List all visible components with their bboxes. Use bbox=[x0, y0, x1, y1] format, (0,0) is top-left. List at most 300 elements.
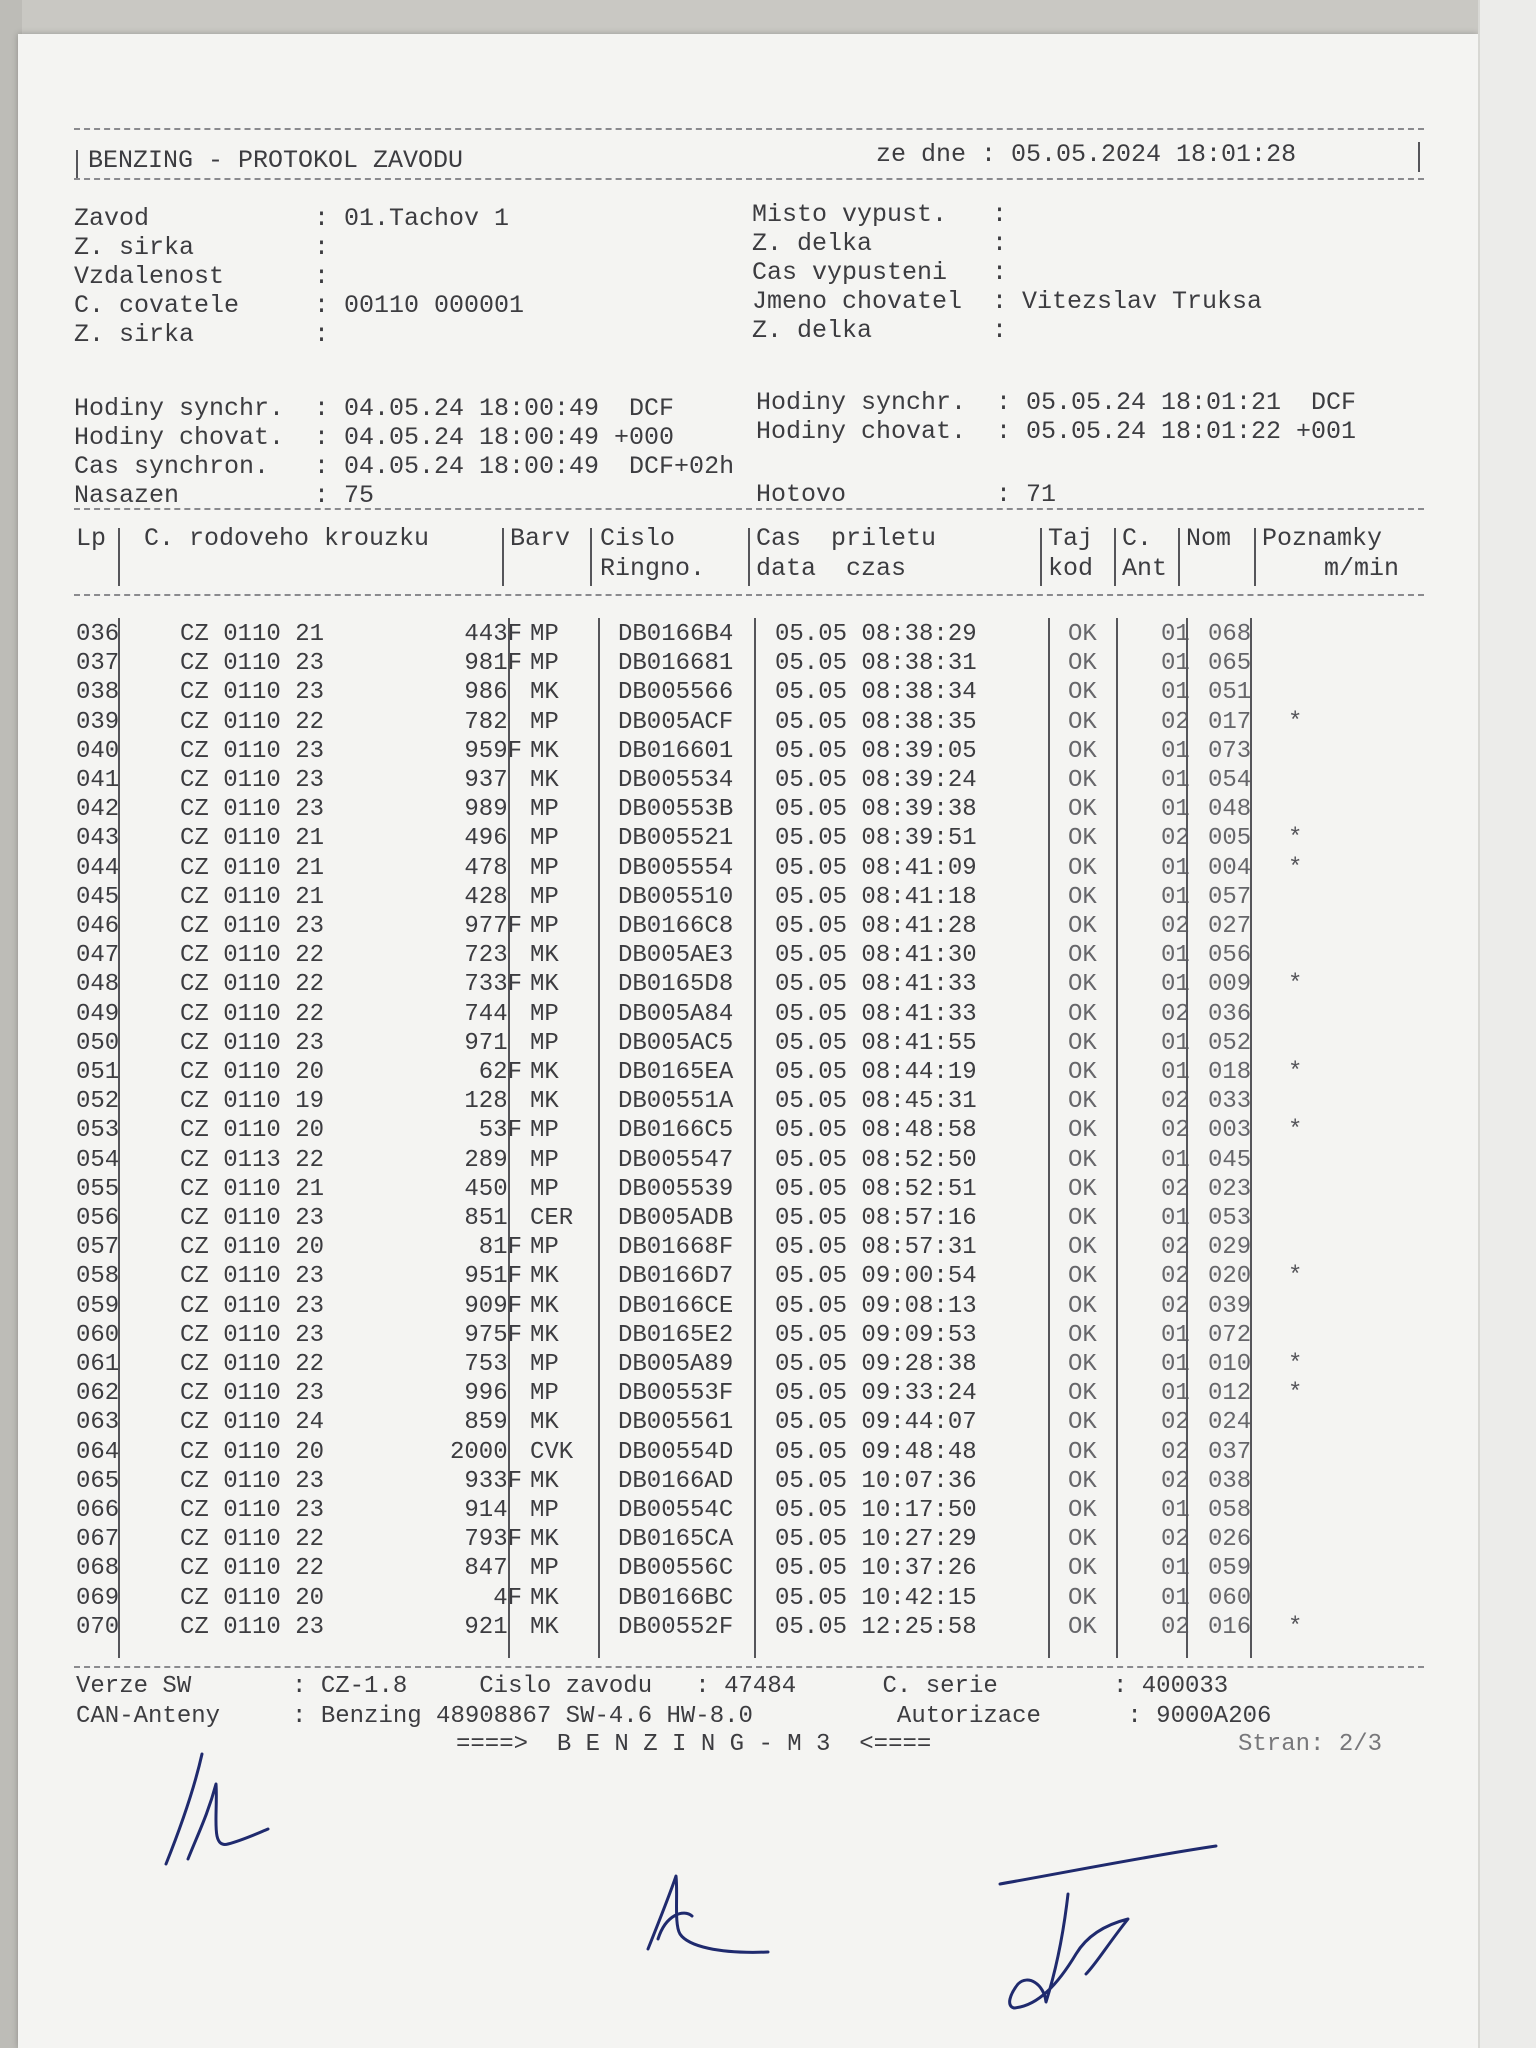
table-row bbox=[18, 912, 1418, 941]
row-status: OK bbox=[1068, 650, 1097, 678]
row-ring-id: DB0165D8 bbox=[618, 971, 734, 999]
row-color: MK bbox=[530, 1584, 559, 1612]
row-ring-prefix: CZ 0110 20 bbox=[180, 1117, 325, 1145]
row-ring-number: 951F bbox=[464, 1263, 522, 1291]
table-row bbox=[18, 1175, 1418, 1204]
row-ring-id: DB00553B bbox=[618, 796, 734, 824]
col-cislo: Cislo bbox=[600, 524, 676, 553]
row-nom: 068 bbox=[1208, 621, 1252, 648]
col-ringno: Ringno. bbox=[600, 554, 706, 583]
row-color: MP bbox=[530, 1029, 559, 1057]
table-row bbox=[18, 1613, 1418, 1642]
row-ring-prefix: CZ 0110 23 bbox=[180, 650, 325, 678]
row-color: MK bbox=[530, 679, 559, 707]
row-status: OK bbox=[1068, 1205, 1097, 1232]
field-label: Cas vypusteni bbox=[752, 258, 948, 287]
row-lp: 051 bbox=[76, 1059, 120, 1086]
row-ring-prefix: CZ 0110 21 bbox=[180, 1175, 325, 1203]
row-antenna: 02 bbox=[1161, 1117, 1190, 1145]
row-ring-prefix: CZ 0110 23 bbox=[180, 1292, 325, 1320]
field-label: C. covatele bbox=[74, 291, 240, 320]
row-lp: 045 bbox=[76, 883, 120, 911]
row-lp: 044 bbox=[76, 854, 120, 882]
field-value: : bbox=[992, 258, 1008, 287]
row-ring-prefix: CZ 0110 23 bbox=[180, 767, 325, 794]
row-lp: 047 bbox=[76, 942, 120, 970]
row-color: MP bbox=[530, 650, 559, 678]
row-nom: 052 bbox=[1208, 1029, 1252, 1057]
row-lp: 046 bbox=[76, 913, 120, 940]
col-separator bbox=[748, 528, 750, 586]
row-antenna: 01 bbox=[1161, 650, 1190, 678]
row-lp: 038 bbox=[76, 679, 120, 707]
row-ring-id: DB0166B4 bbox=[618, 621, 734, 648]
field-value: : 04.05.24 18:00:49 DCF+02h bbox=[314, 452, 735, 481]
row-ring-prefix: CZ 0110 24 bbox=[180, 1409, 325, 1437]
row-ring-id: DB016681 bbox=[618, 650, 734, 678]
row-ring-number: 2000 bbox=[449, 1438, 522, 1466]
row-ring-number: 986 bbox=[464, 679, 522, 707]
field-label: Hodiny synchr. bbox=[756, 388, 967, 417]
row-arrival-time: 05.05 08:38:31 bbox=[775, 650, 977, 678]
row-color: MP bbox=[530, 1234, 559, 1262]
table-row bbox=[18, 1058, 1418, 1087]
row-nom: 053 bbox=[1208, 1205, 1252, 1232]
header-right-bar bbox=[1418, 142, 1420, 172]
row-ring-id: DB0166AD bbox=[618, 1467, 734, 1495]
field-value: : 01.Tachov 1 bbox=[314, 204, 510, 233]
row-ring-id: DB005510 bbox=[618, 883, 734, 911]
col-separator bbox=[1250, 618, 1252, 1658]
row-lp: 058 bbox=[76, 1263, 120, 1291]
row-lp: 040 bbox=[76, 737, 120, 765]
signature-1 bbox=[138, 1734, 278, 1884]
row-color: MK bbox=[530, 1613, 559, 1641]
row-lp: 049 bbox=[76, 1000, 120, 1028]
field-label: Z. sirka bbox=[74, 233, 195, 262]
col-pozn: Poznamky bbox=[1262, 524, 1383, 553]
row-nom: 026 bbox=[1208, 1526, 1252, 1554]
table-row bbox=[18, 795, 1418, 824]
row-color: MP bbox=[530, 1555, 559, 1583]
row-ring-id: DB0165CA bbox=[618, 1526, 734, 1554]
row-ring-prefix: CZ 0110 23 bbox=[180, 1497, 325, 1524]
row-lp: 069 bbox=[76, 1584, 120, 1612]
field-value: : Vitezslav Truksa bbox=[992, 287, 1263, 316]
page-number: Stran: 2/3 bbox=[1238, 1731, 1383, 1758]
table-row bbox=[18, 1496, 1418, 1525]
row-ring-id: DB0165EA bbox=[618, 1059, 734, 1086]
col-separator bbox=[1048, 618, 1050, 1658]
row-lp: 039 bbox=[76, 708, 120, 736]
table-row bbox=[18, 1467, 1418, 1496]
row-note: * bbox=[1288, 971, 1303, 999]
row-ring-prefix: CZ 0110 23 bbox=[180, 1613, 325, 1641]
row-ring-id: DB016601 bbox=[618, 737, 734, 765]
row-nom: 060 bbox=[1208, 1584, 1252, 1612]
row-lp: 060 bbox=[76, 1321, 120, 1349]
row-arrival-time: 05.05 08:41:18 bbox=[775, 883, 977, 911]
field-value: : 04.05.24 18:00:49 +000 bbox=[314, 423, 675, 452]
row-lp: 067 bbox=[76, 1526, 120, 1554]
row-note: * bbox=[1288, 708, 1303, 736]
row-ring-number: 478 bbox=[464, 854, 522, 882]
row-color: CVK bbox=[530, 1438, 574, 1466]
row-lp: 062 bbox=[76, 1380, 120, 1408]
table-row bbox=[18, 678, 1418, 707]
row-status: OK bbox=[1068, 1555, 1097, 1583]
row-nom: 038 bbox=[1208, 1467, 1252, 1495]
field-value: : 05.05.24 18:01:22 +001 bbox=[996, 417, 1357, 446]
table-row bbox=[18, 1438, 1418, 1467]
col-separator bbox=[754, 618, 756, 1658]
row-nom: 057 bbox=[1208, 883, 1252, 911]
col-separator bbox=[590, 528, 592, 586]
field-value: : bbox=[314, 262, 330, 291]
row-ring-prefix: CZ 0110 23 bbox=[180, 913, 325, 940]
row-color: MP bbox=[530, 1146, 559, 1174]
row-antenna: 02 bbox=[1161, 1467, 1190, 1495]
row-status: OK bbox=[1068, 1351, 1097, 1378]
row-ring-id: DB005A89 bbox=[618, 1351, 734, 1378]
row-status: OK bbox=[1068, 708, 1097, 736]
row-ring-id: DB00554D bbox=[618, 1438, 734, 1466]
row-nom: 065 bbox=[1208, 650, 1252, 678]
row-ring-prefix: CZ 0110 20 bbox=[180, 1584, 325, 1612]
row-color: MP bbox=[530, 621, 559, 648]
row-color: MP bbox=[530, 1175, 559, 1203]
field-label: Vzdalenost bbox=[74, 262, 225, 291]
col-ring: C. rodoveho krouzku bbox=[144, 524, 430, 553]
row-ring-prefix: CZ 0110 23 bbox=[180, 737, 325, 765]
row-lp: 037 bbox=[76, 650, 120, 678]
row-color: MP bbox=[530, 1117, 559, 1145]
row-ring-number: 793F bbox=[464, 1526, 522, 1554]
table-row bbox=[18, 620, 1418, 649]
row-color: MP bbox=[530, 1000, 559, 1028]
row-arrival-time: 05.05 08:41:30 bbox=[775, 942, 977, 970]
row-status: OK bbox=[1068, 1380, 1097, 1408]
row-antenna: 02 bbox=[1161, 708, 1190, 736]
table-row bbox=[18, 1350, 1418, 1379]
table-row bbox=[18, 1029, 1418, 1058]
field-value: : bbox=[314, 233, 330, 262]
row-status: OK bbox=[1068, 1263, 1097, 1291]
row-ring-id: DB0166BC bbox=[618, 1584, 734, 1612]
col-separator bbox=[118, 528, 120, 586]
row-ring-number: 723 bbox=[464, 942, 522, 970]
col-separator bbox=[1186, 618, 1188, 1658]
row-nom: 036 bbox=[1208, 1000, 1252, 1028]
row-ring-id: DB005561 bbox=[618, 1409, 734, 1437]
row-lp: 065 bbox=[76, 1467, 120, 1495]
row-ring-number: 921 bbox=[464, 1613, 522, 1641]
row-color: MK bbox=[530, 737, 559, 765]
row-nom: 004 bbox=[1208, 854, 1252, 882]
row-ring-prefix: CZ 0110 21 bbox=[180, 854, 325, 882]
row-arrival-time: 05.05 08:52:50 bbox=[775, 1146, 977, 1174]
row-nom: 016 bbox=[1208, 1613, 1252, 1641]
row-note: * bbox=[1288, 1351, 1303, 1378]
col-ant: Ant bbox=[1122, 554, 1168, 583]
row-antenna: 02 bbox=[1161, 1175, 1190, 1203]
row-antenna: 02 bbox=[1161, 1526, 1190, 1554]
row-antenna: 01 bbox=[1161, 1497, 1190, 1524]
row-nom: 056 bbox=[1208, 942, 1252, 970]
row-antenna: 01 bbox=[1161, 971, 1190, 999]
row-ring-prefix: CZ 0110 23 bbox=[180, 1467, 325, 1495]
row-status: OK bbox=[1068, 913, 1097, 940]
dashed-rule bbox=[74, 1666, 1424, 1668]
row-ring-number: 977F bbox=[464, 913, 522, 940]
table-row bbox=[18, 1116, 1418, 1145]
row-status: OK bbox=[1068, 1438, 1097, 1466]
row-ring-id: DB005A84 bbox=[618, 1000, 734, 1028]
row-lp: 063 bbox=[76, 1409, 120, 1437]
row-arrival-time: 05.05 09:00:54 bbox=[775, 1263, 977, 1291]
row-status: OK bbox=[1068, 942, 1097, 970]
row-ring-id: DB0166CE bbox=[618, 1292, 734, 1320]
row-ring-number: 989 bbox=[464, 796, 522, 824]
footer-version-line: Verze SW : CZ-1.8 Cislo zavodu : 47484 C. serie : 400033 bbox=[76, 1673, 1229, 1700]
row-arrival-time: 05.05 10:27:29 bbox=[775, 1526, 977, 1554]
row-color: MK bbox=[530, 1409, 559, 1437]
row-status: OK bbox=[1068, 1321, 1097, 1349]
row-arrival-time: 05.05 08:41:55 bbox=[775, 1029, 977, 1057]
row-color: MK bbox=[530, 1321, 559, 1349]
row-lp: 048 bbox=[76, 971, 120, 999]
row-color: MP bbox=[530, 708, 559, 736]
row-lp: 064 bbox=[76, 1438, 120, 1466]
row-ring-id: DB01668F bbox=[618, 1234, 734, 1262]
row-antenna: 01 bbox=[1161, 883, 1190, 911]
row-status: OK bbox=[1068, 1000, 1097, 1028]
row-status: OK bbox=[1068, 1467, 1097, 1495]
row-nom: 027 bbox=[1208, 913, 1252, 940]
row-arrival-time: 05.05 08:52:51 bbox=[775, 1175, 977, 1203]
row-arrival-time: 05.05 09:08:13 bbox=[775, 1292, 977, 1320]
footer-device: ====> B E N Z I N G - M 3 <==== bbox=[456, 1731, 932, 1758]
row-antenna: 01 bbox=[1161, 767, 1190, 794]
col-separator bbox=[598, 618, 600, 1658]
row-ring-prefix: CZ 0113 22 bbox=[180, 1146, 325, 1174]
row-lp: 036 bbox=[76, 621, 120, 648]
table-row bbox=[18, 883, 1418, 912]
row-antenna: 01 bbox=[1161, 1205, 1190, 1232]
row-ring-id: DB00551A bbox=[618, 1088, 734, 1116]
row-nom: 029 bbox=[1208, 1234, 1252, 1262]
row-ring-id: DB005539 bbox=[618, 1175, 734, 1203]
col-taj: Taj bbox=[1048, 524, 1094, 553]
row-antenna: 02 bbox=[1161, 1088, 1190, 1116]
row-antenna: 02 bbox=[1161, 1263, 1190, 1291]
field-label: Zavod bbox=[74, 204, 150, 233]
row-arrival-time: 05.05 08:57:31 bbox=[775, 1234, 977, 1262]
row-color: CER bbox=[530, 1205, 574, 1232]
row-arrival-time: 05.05 09:48:48 bbox=[775, 1438, 977, 1466]
table-row bbox=[18, 1379, 1418, 1408]
row-antenna: 01 bbox=[1161, 1146, 1190, 1174]
row-color: MK bbox=[530, 1059, 559, 1086]
table-row bbox=[18, 1146, 1418, 1175]
row-ring-number: 450 bbox=[464, 1175, 522, 1203]
row-ring-number: 289 bbox=[464, 1146, 522, 1174]
table-row bbox=[18, 970, 1418, 999]
field-value: : 71 bbox=[996, 480, 1057, 509]
field-label: Misto vypust. bbox=[752, 200, 948, 229]
row-ring-prefix: CZ 0110 22 bbox=[180, 1526, 325, 1554]
row-ring-number: 62F bbox=[478, 1059, 522, 1086]
row-antenna: 01 bbox=[1161, 1555, 1190, 1583]
row-arrival-time: 05.05 10:17:50 bbox=[775, 1497, 977, 1524]
row-lp: 056 bbox=[76, 1205, 120, 1232]
row-arrival-time: 05.05 08:45:31 bbox=[775, 1088, 977, 1116]
row-arrival-time: 05.05 09:28:38 bbox=[775, 1351, 977, 1378]
field-label: Z. delka bbox=[752, 229, 873, 258]
row-nom: 059 bbox=[1208, 1555, 1252, 1583]
field-value: : bbox=[992, 316, 1008, 345]
row-note: * bbox=[1288, 1059, 1303, 1086]
row-nom: 009 bbox=[1208, 971, 1252, 999]
row-lp: 052 bbox=[76, 1088, 120, 1116]
col-data-czas: data czas bbox=[756, 554, 907, 583]
table-row bbox=[18, 1554, 1418, 1583]
row-arrival-time: 05.05 09:33:24 bbox=[775, 1380, 977, 1408]
row-lp: 061 bbox=[76, 1351, 120, 1378]
row-status: OK bbox=[1068, 796, 1097, 824]
row-color: MP bbox=[530, 913, 559, 940]
col-kod: kod bbox=[1048, 554, 1094, 583]
row-ring-number: 914 bbox=[464, 1497, 522, 1524]
row-arrival-time: 05.05 08:57:16 bbox=[775, 1205, 977, 1232]
row-ring-number: 733F bbox=[464, 971, 522, 999]
field-value: : bbox=[314, 320, 330, 349]
row-status: OK bbox=[1068, 825, 1097, 853]
row-antenna: 02 bbox=[1161, 1613, 1190, 1641]
row-ring-id: DB005566 bbox=[618, 679, 734, 707]
row-ring-id: DB005521 bbox=[618, 825, 734, 853]
row-ring-number: 53F bbox=[478, 1117, 522, 1145]
col-separator bbox=[502, 528, 504, 586]
row-arrival-time: 05.05 09:44:07 bbox=[775, 1409, 977, 1437]
field-value: : bbox=[992, 200, 1008, 229]
col-c: C. bbox=[1122, 524, 1153, 553]
row-antenna: 01 bbox=[1161, 679, 1190, 707]
table-row bbox=[18, 854, 1418, 883]
row-status: OK bbox=[1068, 679, 1097, 707]
row-antenna: 02 bbox=[1161, 1000, 1190, 1028]
row-arrival-time: 05.05 08:48:58 bbox=[775, 1117, 977, 1145]
row-arrival-time: 05.05 08:44:19 bbox=[775, 1059, 977, 1086]
row-status: OK bbox=[1068, 1497, 1097, 1524]
row-ring-prefix: CZ 0110 23 bbox=[180, 1321, 325, 1349]
table-row bbox=[18, 1087, 1418, 1116]
col-separator bbox=[1178, 528, 1180, 586]
row-color: MP bbox=[530, 883, 559, 911]
row-antenna: 01 bbox=[1161, 1029, 1190, 1057]
row-arrival-time: 05.05 10:37:26 bbox=[775, 1555, 977, 1583]
field-value: : 04.05.24 18:00:49 DCF bbox=[314, 394, 675, 423]
row-status: OK bbox=[1068, 971, 1097, 999]
row-arrival-time: 05.05 08:39:05 bbox=[775, 737, 977, 765]
row-status: OK bbox=[1068, 737, 1097, 765]
row-arrival-time: 05.05 09:09:53 bbox=[775, 1321, 977, 1349]
row-antenna: 01 bbox=[1161, 1380, 1190, 1408]
document-title: BENZING - PROTOKOL ZAVODU bbox=[88, 146, 464, 175]
row-ring-prefix: CZ 0110 19 bbox=[180, 1088, 325, 1116]
col-nom: Nom bbox=[1186, 524, 1232, 553]
row-ring-prefix: CZ 0110 22 bbox=[180, 942, 325, 970]
row-ring-id: DB005ACF bbox=[618, 708, 734, 736]
row-status: OK bbox=[1068, 1584, 1097, 1612]
row-color: MP bbox=[530, 1351, 559, 1378]
row-ring-prefix: CZ 0110 23 bbox=[180, 796, 325, 824]
row-ring-number: 975F bbox=[464, 1321, 522, 1349]
table-row bbox=[18, 1584, 1418, 1613]
row-ring-number: 851 bbox=[464, 1205, 522, 1232]
col-separator bbox=[1040, 528, 1042, 586]
dashed-rule bbox=[74, 178, 1424, 180]
row-antenna: 01 bbox=[1161, 854, 1190, 882]
row-status: OK bbox=[1068, 1059, 1097, 1086]
row-antenna: 02 bbox=[1161, 1438, 1190, 1466]
row-antenna: 01 bbox=[1161, 737, 1190, 765]
table-row bbox=[18, 766, 1418, 795]
row-nom: 023 bbox=[1208, 1175, 1252, 1203]
row-color: MP bbox=[530, 1497, 559, 1524]
col-cas: Cas priletu bbox=[756, 524, 937, 553]
row-ring-number: 428 bbox=[464, 883, 522, 911]
row-arrival-time: 05.05 08:39:51 bbox=[775, 825, 977, 853]
row-status: OK bbox=[1068, 1234, 1097, 1262]
row-ring-number: 971 bbox=[464, 1029, 522, 1057]
field-label: Hodiny synchr. bbox=[74, 394, 285, 423]
row-lp: 042 bbox=[76, 796, 120, 824]
row-status: OK bbox=[1068, 1175, 1097, 1203]
row-color: MK bbox=[530, 1088, 559, 1116]
row-ring-prefix: CZ 0110 22 bbox=[180, 1555, 325, 1583]
row-antenna: 02 bbox=[1161, 913, 1190, 940]
row-status: OK bbox=[1068, 1613, 1097, 1641]
row-ring-number: 744 bbox=[464, 1000, 522, 1028]
row-nom: 058 bbox=[1208, 1497, 1252, 1524]
row-antenna: 01 bbox=[1161, 1321, 1190, 1349]
row-antenna: 01 bbox=[1161, 1351, 1190, 1378]
row-arrival-time: 05.05 12:25:58 bbox=[775, 1613, 977, 1641]
row-ring-prefix: CZ 0110 20 bbox=[180, 1059, 325, 1086]
dashed-rule bbox=[74, 508, 1424, 510]
row-arrival-time: 05.05 10:42:15 bbox=[775, 1584, 977, 1612]
dashed-rule bbox=[74, 594, 1424, 596]
row-ring-prefix: CZ 0110 20 bbox=[180, 1234, 325, 1262]
row-status: OK bbox=[1068, 854, 1097, 882]
row-ring-number: 4F bbox=[493, 1584, 522, 1612]
table-row bbox=[18, 1262, 1418, 1291]
table-row bbox=[18, 708, 1418, 737]
row-status: OK bbox=[1068, 1292, 1097, 1320]
row-ring-prefix: CZ 0110 23 bbox=[180, 1380, 325, 1408]
row-color: MP bbox=[530, 796, 559, 824]
col-mmin: m/min bbox=[1324, 554, 1400, 583]
row-ring-number: 81F bbox=[478, 1234, 522, 1262]
row-note: * bbox=[1288, 1263, 1303, 1291]
row-lp: 043 bbox=[76, 825, 120, 853]
row-arrival-time: 05.05 08:41:28 bbox=[775, 913, 977, 940]
row-status: OK bbox=[1068, 1146, 1097, 1174]
row-color: MK bbox=[530, 1292, 559, 1320]
row-nom: 012 bbox=[1208, 1380, 1252, 1408]
row-ring-id: DB00556C bbox=[618, 1555, 734, 1583]
